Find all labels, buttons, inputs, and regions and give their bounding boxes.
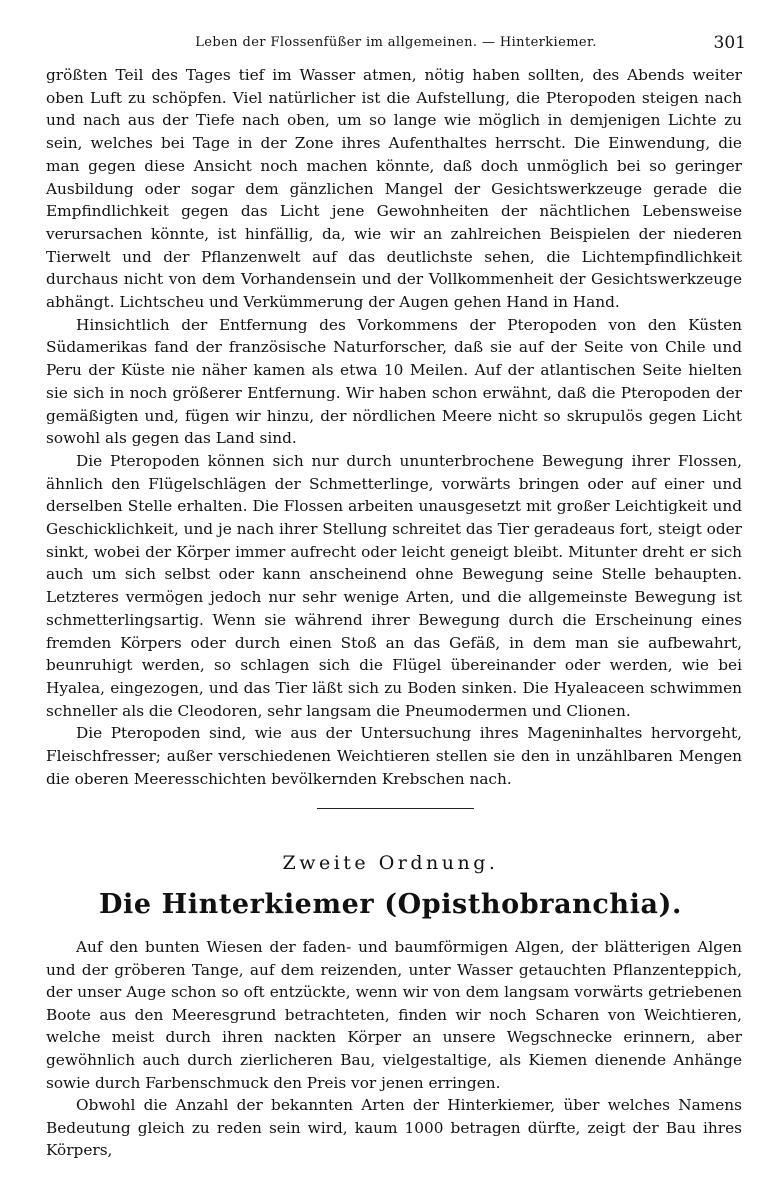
paragraph: größten Teil des Tages tief im Wasser atmen, nötig haben sollten, des Abends weiter oben Luft zu schöpfen. Viel natürlicher ist die Aufstellung, die Pteropoden steigen nach und nach aus der Tiefe nach oben, um so lange wie möglich in demjenigen Lichte zu sein, welches bei Tage in der Zone ihres Aufenthaltes herrscht. Die Einwendung, die man gegen diese Ansicht noch machen könnte, daß doch unmöglich bei so geringer Ausbildung oder sogar dem gänzlichen Mangel der Gesichtswerkzeuge gerade die Empfindlichkeit gegen das Licht jene Gewohnheiten der nächtlichen Lebensweise verursachen könnte, ist hinfällig, da, wie wir an zahlreichen Beispielen der niederen Tierwelt und der Pflanzenwelt auf das deutlichste sehen, die Lichtempfindlichkeit durchaus nicht von dem Vorhandensein und der Vollkommenheit der Gesichtswerkzeuge abhängt. Lichtscheu und Verkümmerung der Augen gehen Hand in Hand. <box>46 66 742 312</box>
family-heading: Die Hinterkiemer (Opisthobranchia). <box>98 889 682 920</box>
page-number: 301 <box>713 33 746 53</box>
paragraph: Die Pteropoden können sich nur durch ununterbrochene Bewegung ihrer Flossen, ähnlich den Flügelschlägen der Schmetterlinge, vorwärts bringen oder auf einer und derselben Stelle erhalten. Die Flossen arbeiten unausgesetzt mit großer Leichtigkeit und Geschicklichkeit, und je nach ihrer Stellung schreitet das Tier geradeaus fort, steigt oder sinkt, wobei der Körper immer aufrecht oder leicht geneigt bleibt. Mitunter dreht er sich auch um sich selbst oder kann anscheinend ohne Bewegung seine Stelle behaupten. Letzteres vermögen jedoch nur sehr wenige Arten, und die allgemeinste Bewegung ist schmetterlingsartig. Wenn sie während ihrer Bewegung durch die Erscheinung eines fremden Körpers oder durch einen Stoß an das Gefäß, in dem man sie aufbewahrt, beunruhigt werden, so schlagen sich die Flügel übereinander oder werden, wie bei Hyalea, eingezogen, und das Tier läßt sich zu Boden sinken. Die Hyaleaceen schwimmen schneller als die Cleodoren, sehr langsam die Pneumodermen und Clionen. <box>46 451 742 720</box>
section-divider <box>317 808 474 809</box>
paragraph: Auf den bunten Wiesen der faden- und baumförmigen Algen, der blätterigen Algen und der gröberen Tange, auf dem reizenden, unter Wasser getauchten Pflanzenteppich, der unser Auge schon so oft entzückte, wenn wir von dem langsam vorwärts getriebenen Boote aus den Meeresgrund betrachteten, finden wir noch Scharen von Weichtieren, welche meist durch ihren nackten Körper an unsere Wegschnecke erinnern, aber gewöhnlich auch durch zierlicheren Bau, vielgestaltige, als Kiemen dienende Anhänge sowie durch Farbenschmuck den Preis vor jenen erringen. <box>46 938 742 1092</box>
body-text <box>46 64 742 791</box>
order-heading: Zweite Ordnung. <box>282 852 499 874</box>
paragraph: Hinsichtlich der Entfernung des Vorkommens der Pteropoden von den Küsten Südamerikas fand der französische Naturforscher, daß sie auf der Seite von Chile und Peru der Küste nie näher kamen als etwa 10 Meilen. Auf der atlantischen Seite hielten sie sich in noch größerer Entfernung. Wir haben schon erwähnt, daß die Pteropoden der gemäßigten und, fügen wir hinzu, der nördlichen Meere nicht so skrupulös gegen Licht sowohl als gegen das Land sind. <box>46 315 742 448</box>
section-text <box>46 936 742 1162</box>
running-head <box>46 33 746 55</box>
paragraph: Obwohl die Anzahl der bekannten Arten der Hinterkiemer, über welches Namens Bedeutung gleich zu reden sein wird, kaum 1000 betragen dürfte, zeigt der Bau ihres Körpers, <box>46 1096 742 1160</box>
paragraph: Die Pteropoden sind, wie aus der Untersuchung ihres Mageninhaltes hervorgeht, Fleischfresser; außer verschiedenen Weichtieren stellen sie den in unzählbaren Mengen die oberen Meeresschichten bevölkernden Krebschen nach. <box>46 724 742 788</box>
running-title: Leben der Flossenfüßer im allgemeinen. — Hinterkiemer. <box>195 35 597 50</box>
